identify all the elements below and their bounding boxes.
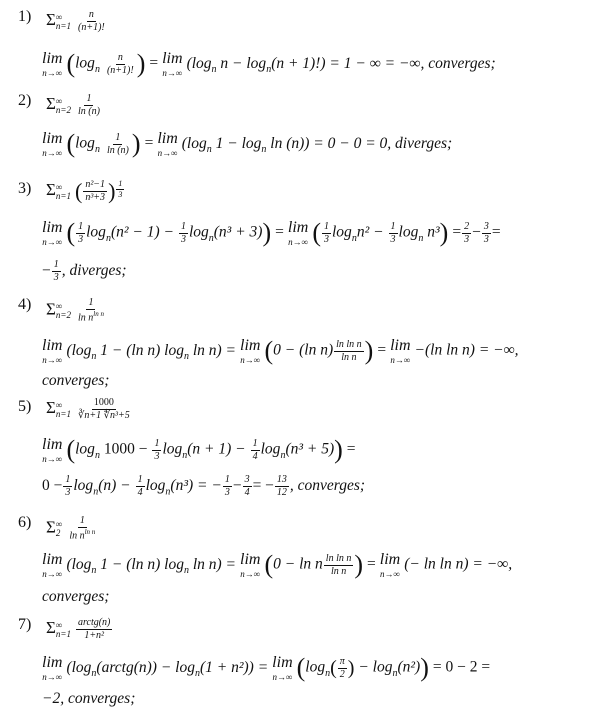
item-6-result: converges; — [42, 588, 110, 605]
item-4-result: converges; — [42, 372, 110, 389]
item-5-limit: lim n→∞ ($\log_n$ 1000 − $\frac{1}{3}$ $\log_n(n + 1)$ − $\frac{1}{4}$ $\log_n(n^3 + 5)$) = — [42, 435, 356, 464]
item-3-result: − $\frac{1}{3}$ , diverges; — [42, 259, 127, 283]
item-2-limit: lim n→∞ ($\log_n$ $\frac{1}{\ln (n)}$ ) = lim n→∞ ($\log_n$ $1 - \log_n \ln (n)) = 0 - 0 = 0$, diverges; — [42, 129, 453, 158]
sigma-symbol: Σ ∞ n=1 $\frac{n}{(n+1)!}$ — [46, 9, 105, 33]
item-5-result: 0 − $\frac{1}{3}$ $\log_n(n)$ − $\frac{1}{4}$ $\log_n(n^3)$ = − $\frac{1}{3}$ − $\frac{3}{4}$ = − $\frac{13}{12}$ , converges; — [42, 474, 366, 498]
item-6-limit: lim n→∞ ($\log_n$ 1 − (ln n) $\log_n \ln n$) = lim n→∞ (0 − ln n $\frac{\text{ln ln n}}{\text{ln n}}$ ) = lim n→∞ (− ln ln n) = −∞, — [42, 550, 513, 579]
item-7-result: −2, converges; — [42, 690, 136, 707]
item-7-limit: lim n→∞ $(\log_n(arctg(n)) - \log_n(1 + n^2))$ = lim n→∞ ($\log_n$( $\frac{\pi}{2}$ ) − $\log_n(n^2)) = 0 - 2$ = — [42, 653, 491, 682]
item-4-limit: lim n→∞ ($\log_n$ 1 − (ln n) $\log_n \ln n$) = lim n→∞ (0 − (ln n) $\frac{\text{ln ln n}}{\text{ln n}}$ ) = lim n→∞ −(ln ln n) = −∞, — [42, 336, 519, 365]
item-3-limit: lim n→∞ ( $\frac{1}{3}$ $\log_n(n^2 - 1)$ − $\frac{1}{3}$ $\log_n(n^3 + 3)$) = lim n→∞ ( $\frac{1}{3}$ $\log_nn^2$ − $\frac{1}{3}$ $\log_n n^3$) = $\frac{2}{3}$ − $\frac{3}{3}$ = — [42, 218, 501, 247]
item-1-limit: lim n→∞ ($\log_n$ $\frac{n}{(n+1)!}$ ) = lim n→∞ ($\log_n$ $n - \log_n(n + 1)!) = 1$ − ∞ = −∞, converges; — [42, 49, 496, 78]
